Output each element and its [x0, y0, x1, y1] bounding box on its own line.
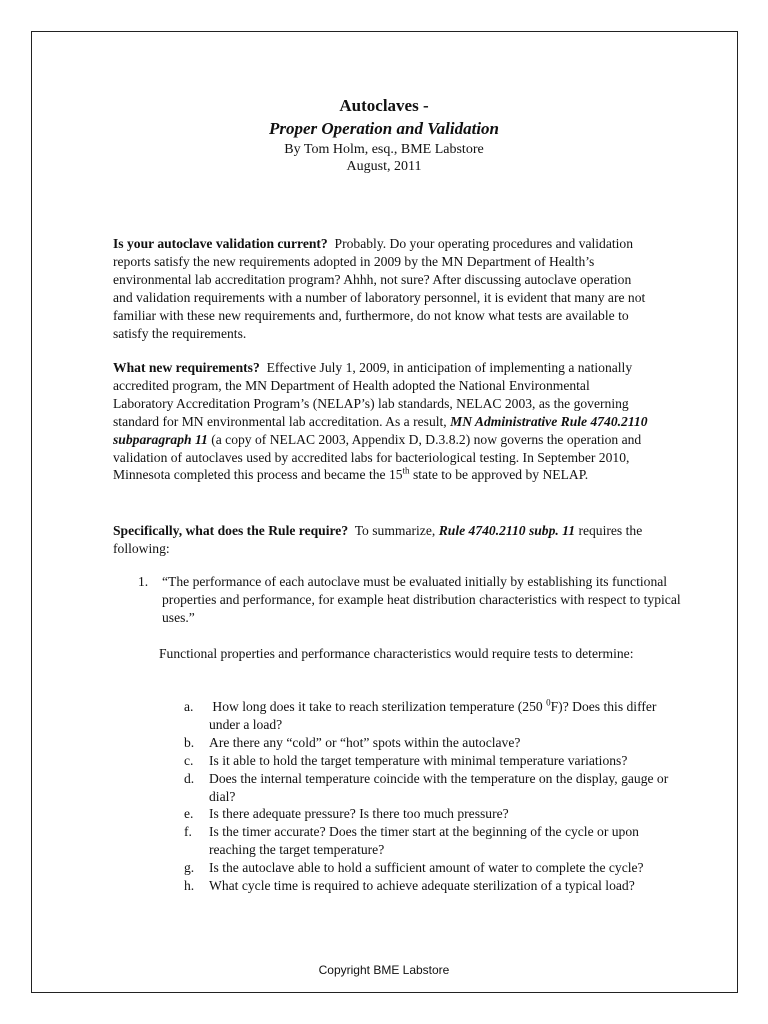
list-letter: a.	[184, 699, 194, 714]
item-quote: “The performance of each autoclave must be evaluated initially by establishing its functional properties and performance, for example heat distribution characteristics with respect to typical uses.”	[162, 574, 681, 625]
paragraph-heading: What new requirements?	[113, 360, 260, 375]
paragraph-new-requirements	[113, 359, 653, 484]
list-item: d. Does the internal temperature coincide with the temperature on the display, gauge or dial?	[184, 770, 669, 804]
list-item: a. How long does it take to reach sterilization temperature (250 $^0$F)? Does this differ under a load?	[184, 697, 657, 732]
document-date: August, 2011	[346, 159, 422, 174]
document-title: Autoclaves -	[339, 96, 429, 115]
list-item: c. Is it able to hold the target temperature with minimal temperature variations?	[184, 752, 628, 768]
paragraph-validation-current	[113, 235, 653, 342]
superscript: th	[402, 465, 410, 476]
list-letter: g.	[184, 860, 195, 876]
list-item: b. Are there any “cold” or “hot” spots within the autoclave?	[184, 734, 521, 750]
list-letter: h.	[184, 878, 195, 894]
list-item: g. Is the autoclave able to hold a sufficient amount of water to complete the cycle?	[184, 860, 644, 876]
question-list	[184, 698, 684, 895]
list-letter: e.	[184, 806, 194, 822]
list-letter: c.	[184, 752, 194, 768]
list-item: f. Is the timer accurate? Does the timer start at the beginning of the cycle or upon reaching the target temperature?	[184, 824, 639, 858]
paragraph-text: requires the following:	[113, 523, 643, 556]
copyright-footer: Copyright BME Labstore	[318, 963, 450, 977]
document-subtitle: Proper Operation and Validation	[268, 119, 499, 138]
item-followup: Functional properties and performance characteristics would require tests to determine:	[159, 646, 634, 661]
paragraph-text: Effective July 1, 2009, in anticipation of implementing a nationally accredited program, the MN Department of Health adopted the National Environmental Laboratory Accreditation Program’s (NELAP’s) lab standards, NELAC 2003, as the governing standard for MN environmental lab accreditation. As a result,	[113, 360, 633, 429]
rule-citation: MN Administrative Rule 4740.2110 subparagraph 11	[113, 413, 648, 447]
paragraph-text: Probably. Do your operating procedures and validation reports satisfy the new requirements adopted in 2009 by the MN Department of Health’s environmental lab accreditation program? Ahhh, not sure? After discussing autoclave operation and validation requirements with a number of laboratory personnel, it is evident that many are not familiar with these new requirements and, furthermore, do not know what tests are available to satisfy the requirements.	[113, 236, 646, 341]
byline: By Tom Holm, esq., BME Labstore	[284, 142, 484, 157]
item-number: 1.	[138, 574, 149, 589]
paragraph-text: (a copy of NELAC 2003, Appendix D, D.3.8.2) now governs the operation and validation of autoclaves used by accredited labs for bacteriological testing. In September 2010, Minnesota completed this process and became the 15	[113, 431, 642, 483]
list-letter: b.	[184, 734, 195, 750]
paragraph-rule-requirements	[113, 522, 653, 558]
paragraph-heading: Specifically, what does the Rule require?	[113, 523, 349, 538]
list-item: e. Is there adequate pressure? Is there too much pressure?	[184, 806, 509, 822]
paragraph-text: To summarize,	[354, 523, 436, 538]
paragraph-heading: Is your autoclave validation current?	[113, 236, 328, 251]
list-item: h. What cycle time is required to achieve adequate sterilization of a typical load?	[184, 878, 635, 894]
superscript: 0	[546, 697, 551, 708]
rule-citation: Rule 4740.2110 subp. 11	[438, 523, 576, 538]
list-letter: f.	[184, 824, 192, 840]
paragraph-text: state to be approved by NELAP.	[412, 467, 589, 483]
list-letter: d.	[184, 770, 195, 786]
